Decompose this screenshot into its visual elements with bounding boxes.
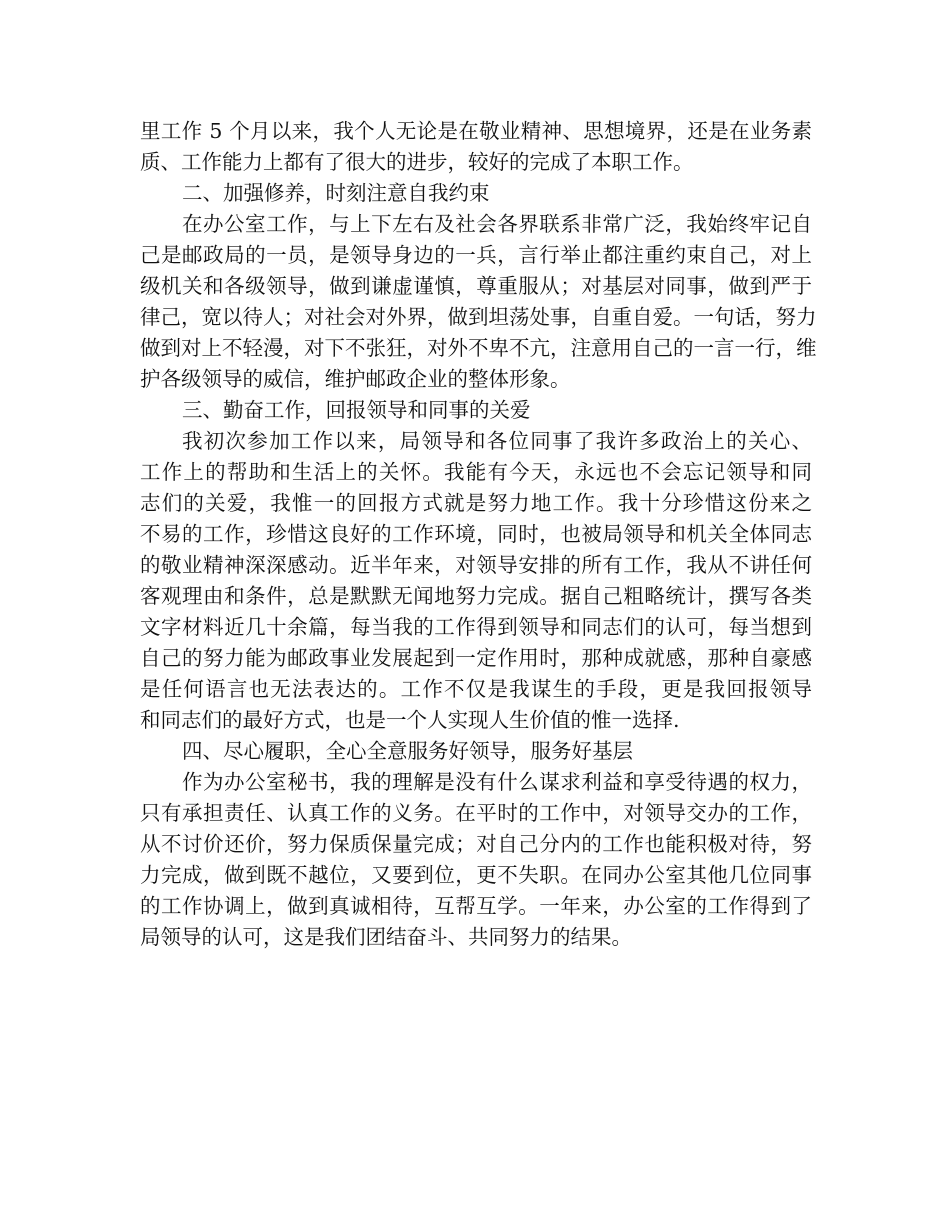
paragraph-line: 力完成，做到既不越位，又要到位，更不失职。在同办公室其他几位同事 — [140, 863, 812, 887]
paragraph-first-line: 二、加强修养，时刻注意自我约束 — [182, 181, 490, 205]
paragraph-line: 质、工作能力上都有了很大的进步，较好的完成了本职工作。 — [140, 150, 694, 174]
paragraph-line: 文字材料近几十余篇，每当我的工作得到领导和同志们的认可，每当想到 — [140, 615, 812, 639]
paragraph-line: 不易的工作，珍惜这良好的工作环境，同时，也被局领导和机关全体同志 — [140, 522, 812, 546]
paragraph-line: 从不讨价还价，努力保质保量完成；对自己分内的工作也能积极对待，努 — [140, 832, 812, 856]
paragraph-line: 局领导的认可，这是我们团结奋斗、共同努力的结果。 — [140, 925, 632, 949]
paragraph-line: 志们的关爱，我惟一的回报方式就是努力地工作。我十分珍惜这份来之 — [140, 491, 812, 515]
paragraph-first-line: 三、勤奋工作，回报领导和同事的关爱 — [182, 398, 531, 422]
paragraph-line: 己是邮政局的一员，是领导身边的一兵，言行举止都注重约束自己，对上 — [140, 243, 812, 267]
paragraph-line: 客观理由和条件，总是默默无闻地努力完成。据自己粗略统计，撰写各类 — [140, 584, 812, 608]
document-page — [140, 116, 817, 953]
paragraph-line: 护各级领导的威信，维护邮政企业的整体形象。 — [140, 367, 571, 391]
paragraph-first-line: 四、尽心履职，全心全意服务好领导，服务好基层 — [182, 739, 633, 763]
paragraph-first-line: 我初次参加工作以来，局领导和各位同事了我许多政治上的关心、 — [182, 429, 812, 453]
paragraph-line: 工作上的帮助和生活上的关怀。我能有今天，永远也不会忘记领导和同 — [140, 460, 812, 484]
paragraph-line: 自己的努力能为邮政事业发展起到一定作用时，那种成就感，那种自豪感 — [140, 646, 812, 670]
paragraph-line: 里工作 5 个月以来，我个人无论是在敬业精神、思想境界，还是在业务素 — [140, 119, 812, 143]
paragraph-line: 是任何语言也无法表达的。工作不仅是我谋生的手段，更是我回报领导 — [140, 677, 812, 701]
paragraph-line: 的工作协调上，做到真诚相待，互帮互学。一年来，办公室的工作得到了 — [140, 894, 812, 918]
paragraph-line: 级机关和各级领导，做到谦虚谨慎，尊重服从；对基层对同事，做到严于 — [140, 274, 812, 298]
paragraph-line: 只有承担责任、认真工作的义务。在平时的工作中，对领导交办的工作， — [140, 801, 812, 825]
paragraph-first-line: 作为办公室秘书，我的理解是没有什么谋求利益和享受待遇的权力， — [182, 770, 812, 794]
paragraph-line: 做到对上不轻漫，对下不张狂，对外不卑不亢，注意用自己的一言一行，维 — [140, 336, 817, 360]
paragraph-line: 的敬业精神深深感动。近半年来，对领导安排的所有工作，我从不讲任何 — [140, 553, 812, 577]
paragraph-line: 和同志们的最好方式，也是一个人实现人生价值的惟一选择. — [140, 708, 680, 732]
paragraph-first-line: 在办公室工作，与上下左右及社会各界联系非常广泛，我始终牢记自 — [182, 212, 812, 236]
paragraph-line: 律己，宽以待人；对社会对外界，做到坦荡处事，自重自爱。一句话，努力 — [140, 305, 817, 329]
